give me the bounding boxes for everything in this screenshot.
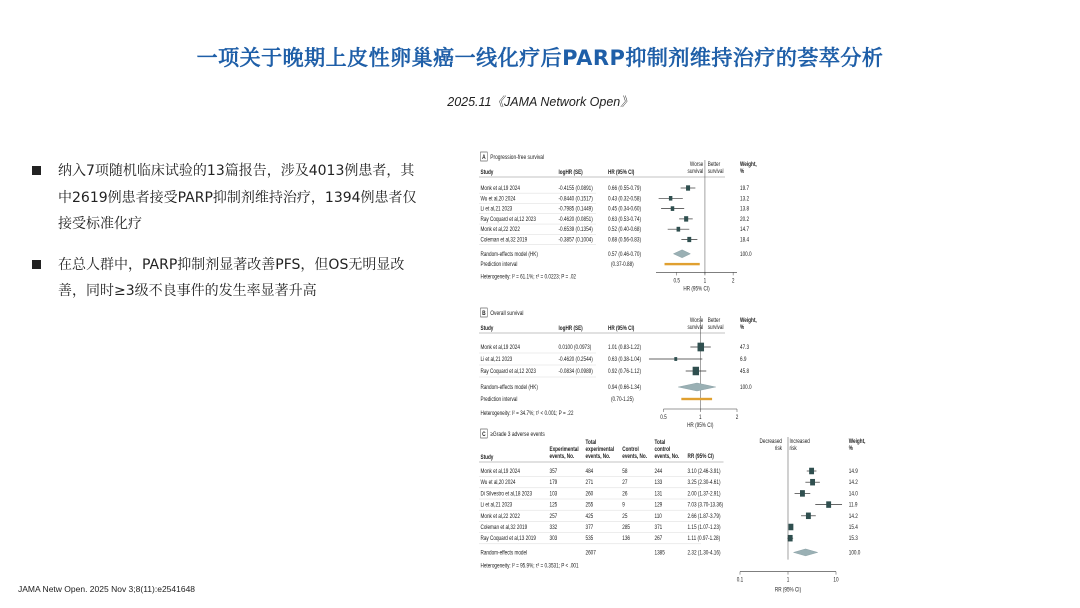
ctl-total-value: 129 [654, 502, 663, 509]
estimate-marker [698, 343, 705, 352]
square-bullet-icon [32, 166, 41, 175]
study-label: Wu et al,20 2024 [480, 479, 516, 487]
header-exp-unit: events, No. [549, 453, 575, 461]
header-ctl-unit: events, No. [622, 453, 648, 461]
ci-value: 2.66 (1.87-3.79) [687, 513, 721, 521]
x-tick-label: 10 [833, 577, 839, 584]
effect-value: -0.6539 (0.1354) [558, 226, 593, 234]
header-worse: Worse [689, 317, 704, 325]
x-tick-label: 2 [735, 414, 739, 422]
header-decreased: Decreased [759, 438, 782, 446]
weight-value: 6.9 [740, 356, 747, 364]
study-label: Di Silvestro et al,18 2023 [480, 490, 533, 498]
estimate-marker [693, 367, 699, 375]
exp-total-value: 260 [585, 490, 594, 498]
exp-total-value: 271 [585, 479, 594, 487]
exp-total-value: 255 [585, 502, 594, 509]
weight-value: 18.4 [740, 236, 750, 244]
study-label: Monk et al,22 2022 [480, 513, 520, 521]
ci-value: 0.63 (0.38-1.04) [608, 356, 642, 364]
study-label: Monk et al,19 2024 [480, 185, 520, 193]
x-tick-label: 1 [786, 577, 790, 584]
estimate-marker [809, 468, 814, 475]
header-study: Study [480, 169, 494, 177]
bullet-list [32, 158, 422, 319]
weight-value: 15.3 [848, 535, 858, 543]
prediction-ci: (0.70-1.25) [611, 396, 634, 404]
weight-value: 13.2 [740, 195, 750, 203]
header-ctl-total: Total [654, 439, 666, 447]
x-tick-label: 1 [703, 277, 707, 285]
panel-label: C [482, 431, 486, 439]
ci-value: 3.25 (2.30-4.61) [687, 479, 721, 487]
prediction-bar [665, 263, 700, 265]
weight-value: 20.2 [740, 216, 750, 224]
effect-value: -0.0834 (0.0989) [558, 368, 593, 376]
x-tick-label: 0.1 [736, 577, 744, 584]
ctl-events-value: 27 [622, 479, 628, 487]
header-exp-total-3: events, No. [585, 453, 611, 461]
header-exp-total-2: experimental [585, 446, 615, 454]
x-tick-label: 2 [731, 277, 735, 285]
ctl-total-value: 131 [654, 490, 663, 498]
header-better: Better [707, 161, 721, 169]
ctl-events-value: 25 [622, 513, 628, 521]
header-ci: HR (95% CI) [608, 169, 635, 177]
header-weight-unit: % [848, 445, 853, 453]
effect-value: -0.3857 (0.1004) [558, 236, 593, 244]
pooled-weight: 100.0 [740, 384, 752, 392]
bullet-item [32, 158, 422, 238]
ctl-total-value: 244 [654, 468, 663, 476]
pooled-exp-total: 2607 [585, 549, 596, 557]
estimate-marker [788, 535, 793, 542]
estimate-marker [686, 185, 690, 190]
header-effect: logHR (SE) [558, 169, 583, 177]
exp-total-value: 535 [585, 535, 594, 543]
header-increased: Increased [789, 438, 810, 446]
exp-events-value: 303 [549, 535, 558, 543]
pooled-label: Random-effects model [480, 549, 528, 557]
ci-value: 0.43 (0.32-0.58) [608, 195, 642, 203]
weight-value: 11.9 [848, 502, 858, 509]
study-label: Li et al,21 2023 [480, 502, 513, 509]
study-label: Ray Coquard et al,12 2023 [480, 368, 536, 376]
effect-value: -0.4620 (0.2544) [558, 356, 593, 364]
weight-value: 45.8 [740, 368, 750, 376]
header-weight-unit: % [740, 324, 745, 332]
panel-title: ≥Grade 3 adverse events [490, 431, 545, 439]
header-survival: survival [687, 168, 704, 176]
header-ctl-total-3: events, No. [654, 453, 680, 461]
pooled-ci: 0.94 (0.66-1.34) [608, 384, 642, 392]
pooled-label: Random-effects model (HK) [480, 384, 538, 392]
estimate-marker [826, 501, 831, 508]
panel-label: B [482, 310, 486, 318]
slide-subtitle: 2025.11《JAMA Network Open》 [447, 95, 633, 109]
ci-value: 0.63 (0.53-0.74) [608, 216, 642, 224]
header-ctl: Control [622, 446, 639, 454]
ci-value: 0.92 (0.76-1.12) [608, 368, 642, 376]
header-ci: RR (95% CI) [687, 453, 714, 461]
forest-plot-svg [476, 150, 866, 594]
ci-value: 1.01 (0.83-1.22) [608, 344, 642, 352]
header-exp-total: Total [585, 439, 597, 447]
header-ci: HR (95% CI) [608, 325, 635, 333]
ctl-total-value: 133 [654, 479, 663, 487]
ci-value: 1.15 (1.07-1.23) [687, 524, 721, 532]
x-axis-label: HR (95% CI) [687, 422, 714, 430]
ci-value: 0.68 (0.56-0.83) [608, 236, 642, 244]
effect-value: 0.0100 (0.0973) [558, 344, 592, 352]
square-bullet-icon [32, 260, 41, 269]
ci-value: 3.10 (2.46-3.91) [687, 468, 721, 476]
bullet-item [32, 252, 422, 305]
effect-value: -0.4620 (0.0851) [558, 216, 593, 224]
forest-plot-figure [476, 150, 866, 594]
ci-value: 2.00 (1.37-2.91) [687, 490, 721, 498]
x-tick-label: 1 [698, 414, 702, 422]
study-label: Coleman et al,32 2019 [480, 524, 528, 532]
pooled-diamond [678, 383, 716, 391]
estimate-marker [810, 479, 815, 486]
weight-value: 14.9 [848, 468, 858, 476]
exp-total-value: 377 [585, 524, 594, 532]
slide-title: 一项关于晚期上皮性卵巢癌一线化疗后PARP抑制剂维持治疗的荟萃分析 [196, 46, 884, 70]
prediction-label: Prediction interval [480, 396, 518, 404]
pooled-diamond [673, 250, 690, 258]
study-label: Ray Coquard et al,12 2023 [480, 216, 536, 224]
header-exp: Experimental [549, 446, 579, 454]
ci-value: 7.03 (3.70-13.36) [687, 502, 724, 509]
weight-value: 19.7 [740, 185, 750, 193]
ctl-events-value: 136 [622, 535, 630, 543]
weight-value: 14.2 [848, 513, 858, 521]
heterogeneity-text: Heterogeneity: I² = 95.9%; τ² = 0.3531; P < .001 [480, 563, 579, 570]
estimate-marker [671, 206, 674, 211]
exp-events-value: 179 [549, 479, 558, 487]
estimate-marker [806, 513, 811, 520]
estimate-marker [800, 490, 805, 497]
ci-value: 0.66 (0.55-0.79) [608, 185, 642, 193]
x-axis-label: HR (95% CI) [683, 285, 710, 293]
estimate-marker [687, 237, 691, 242]
study-label: Wu et al,20 2024 [480, 195, 516, 203]
header-effect: logHR (SE) [558, 325, 583, 333]
exp-total-value: 425 [585, 513, 594, 521]
exp-events-value: 125 [549, 502, 558, 509]
ci-value: 0.52 (0.40-0.68) [608, 226, 642, 234]
study-label: Coleman et al,32 2019 [480, 236, 528, 244]
header-survival: survival [687, 324, 704, 332]
ctl-total-value: 267 [654, 535, 663, 543]
header-weight-unit: % [740, 168, 745, 176]
panel-title: Overall survival [490, 310, 524, 318]
exp-total-value: 484 [585, 468, 594, 476]
header-weight: Weight, [740, 317, 757, 325]
prediction-label: Prediction interval [480, 261, 518, 269]
bullet-text: 在总人群中，PARP抑制剂显著改善PFS，但OS无明显改善，同时≥3级不良事件的发生率显著升高 [58, 256, 405, 299]
bullet-text: 纳入7项随机临床试验的13篇报告，涉及4013例患者，其中2619例患者接受PARP抑制剂维持治疗，1394例患者仅接受标准化疗 [58, 163, 417, 232]
header-ctl-total-2: control [654, 446, 671, 454]
estimate-marker [674, 357, 677, 361]
study-label: Monk et al,19 2024 [480, 468, 520, 476]
ctl-events-value: 285 [622, 524, 630, 532]
exp-events-value: 103 [549, 490, 558, 498]
weight-value: 15.4 [848, 524, 858, 532]
panel-title: Progression-free survival [490, 154, 545, 162]
header-weight: Weight, [740, 161, 757, 169]
prediction-bar [681, 398, 712, 400]
exp-events-value: 357 [549, 468, 558, 476]
prediction-ci: (0.37-0.88) [611, 261, 634, 269]
pooled-label: Random-effects model (HK) [480, 251, 538, 259]
header-survival: survival [707, 324, 724, 332]
ctl-events-value: 58 [622, 468, 628, 476]
pooled-ci: 0.57 (0.46-0.70) [608, 251, 642, 259]
header-survival: survival [707, 168, 724, 176]
effect-value: -0.4155 (0.0891) [558, 185, 593, 193]
estimate-marker [684, 216, 688, 221]
ci-value: 1.11 (0.97-1.28) [687, 535, 721, 543]
ctl-total-value: 371 [654, 524, 663, 532]
ctl-events-value: 26 [622, 490, 628, 498]
header-better: Better [707, 317, 721, 325]
effect-value: -0.8440 (0.1517) [558, 195, 593, 203]
study-label: Li et al,21 2023 [480, 356, 513, 364]
ctl-events-value: 9 [622, 502, 625, 509]
weight-value: 13.8 [740, 206, 750, 213]
ci-value: 0.45 (0.34-0.60) [608, 206, 642, 213]
study-label: Li et al,21 2023 [480, 206, 513, 213]
exp-events-value: 332 [549, 524, 558, 532]
header-worse: Worse [689, 161, 704, 169]
x-tick-label: 0.5 [673, 277, 680, 285]
effect-value: -0.7985 (0.1449) [558, 206, 593, 213]
x-axis-label: RR (95% CI) [774, 587, 802, 594]
pooled-ctl-total: 1385 [654, 549, 665, 557]
header-study: Study [480, 454, 494, 462]
pooled-weight: 100.0 [740, 251, 752, 259]
header-study: Study [480, 325, 494, 333]
header-weight: Weight, [848, 438, 866, 446]
study-label: Ray Coquard et al,13 2019 [480, 535, 536, 543]
heterogeneity-text: Heterogeneity: I² = 34.7%; τ² < 0.001; P = .22 [480, 410, 574, 418]
pooled-diamond [793, 549, 817, 556]
pooled-weight: 100.0 [848, 549, 861, 557]
ctl-total-value: 110 [654, 513, 662, 521]
weight-value: 14.2 [848, 479, 858, 487]
pooled-ci: 2.32 (1.30-4.16) [687, 549, 721, 557]
study-label: Monk et al,22 2022 [480, 226, 520, 234]
estimate-marker [677, 227, 681, 232]
weight-value: 14.7 [740, 226, 750, 234]
heterogeneity-text: Heterogeneity: I² = 61.1%; τ² = 0.0223; P = .02 [480, 273, 577, 281]
weight-value: 14.0 [848, 490, 858, 498]
exp-events-value: 257 [549, 513, 558, 521]
estimate-marker [788, 524, 793, 531]
header-risk: risk [774, 445, 782, 453]
weight-value: 47.3 [740, 344, 750, 352]
study-label: Monk et al,19 2024 [480, 344, 520, 352]
x-tick-label: 0.5 [660, 414, 667, 422]
panel-label: A [482, 154, 486, 162]
estimate-marker [669, 196, 672, 201]
citation-source: JAMA Netw Open. 2025 Nov 3;8(11):e2541648 [18, 584, 196, 594]
header-risk: risk [789, 445, 797, 453]
